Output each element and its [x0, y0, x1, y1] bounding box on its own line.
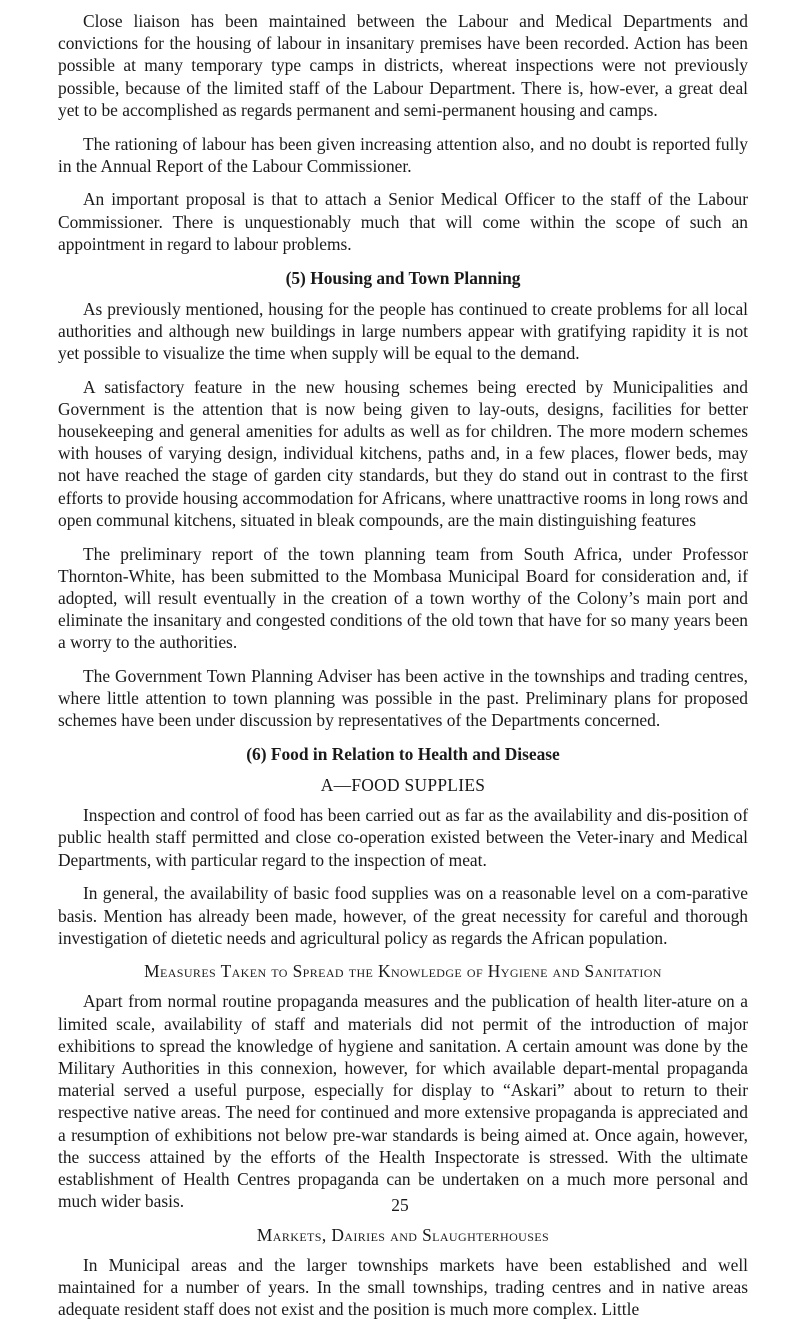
section-5-paragraph-4: The Government Town Planning Adviser has been active in the townships and trading centres, where little attention to town planning was possible in the past. Preliminary plans for proposed schemes have been under discussion by representatives of the Departments concerned.	[58, 666, 748, 731]
intro-paragraph-2: The rationing of labour has been given increasing attention also, and no doubt is reported fully in the Annual Report of the Labour Commissioner.	[58, 133, 748, 176]
section-6-paragraph-1: Inspection and control of food has been carried out as far as the availability and dis-position of public health staff permitted and close co-operation existed between the Veter-inary and Medical Departments, with particular regard to the inspection of meat.	[58, 805, 748, 870]
page-number: 25	[391, 1195, 409, 1215]
section-5-paragraph-2: A satisfactory feature in the new housing schemes being erected by Municipalities and Government is the attention that is now being given to lay-outs, designs, facilities for better housekeeping and general amenities for adults as well as for children. The more modern schemes with houses of varying design, individual kitchens, paths and, in a few places, flower beds, may not have reached the stage of garden city standards, but they do stand out in contrast to the first efforts to provide housing accommodation for Africans, where unattractive rooms in long rows and open communal kitchens, situated in bleak compounds, are the main distinguishing features	[58, 376, 748, 530]
document-page	[58, 10, 748, 1332]
markets-heading: Markets, Dairies and Slaughterhouses	[256, 1224, 550, 1245]
intro-paragraph-1: Close liaison has been maintained between the Labour and Medical Departments and convictions for the housing of labour in insanitary premises have been recorded. Action has been possible at many temporary type camps in districts, whereat inspections were not previously possible, because of the limited staff of the Labour Department. There is, how-ever, a great deal yet to be accomplished as regards permanent and semi-permanent housing and camps.	[58, 11, 748, 120]
food-supplies-subheading: A—FOOD SUPPLIES	[320, 775, 486, 796]
section-6-paragraph-2: In general, the availability of basic food supplies was on a reasonable level on a com-parative basis. Mention has already been made, however, of the great necessity for careful and thorough investigation of dietetic needs and agricultural policy as regards the African population.	[58, 883, 748, 948]
section-5-paragraph-1: As previously mentioned, housing for the people has continued to create problems for all local authorities and although new buildings in large numbers appear with gratifying rapidity it is not yet possible to visualize the time when supply will be equal to the demand.	[58, 298, 748, 363]
section-6-heading: (6) Food in Relation to Health and Disease	[246, 744, 560, 765]
markets-paragraph: In Municipal areas and the larger townships markets have been established and well maintained for a number of years. In the small townships, trading centres and in native areas adequate resident staff does not exist and the position is much more complex. Little	[58, 1254, 748, 1320]
intro-paragraph-3: An important proposal is that to attach a Senior Medical Officer to the staff of the Labour Commissioner. There is unquestionably much that will come within the scope of such an appointment in regard to labour problems.	[58, 189, 748, 254]
measures-paragraph: Apart from normal routine propaganda measures and the publication of health liter-ature on a limited scale, availability of staff and materials did not permit of the introduction of major exhibitions to spread the knowledge of hygiene and sanitation. A certain amount was done by the Military Authorities in this connexion, however, for which available depart-mental propaganda material served a useful purpose, especially for display to “Askari” about to return to their respective native areas. The need for continued and more extensive propaganda is appreciated and a resumption of exhibitions not below pre-war standards is being aimed at. Once again, however, the success attained by the efforts of the Health Inspectorate is stressed. With the ultimate establishment of Health Centres propaganda can be undertaken on a much more personal and much wider basis.	[58, 991, 748, 1212]
section-5-paragraph-3: The preliminary report of the town planning team from South Africa, under Professor Thornton-White, has been submitted to the Mombasa Municipal Board for consideration and, if adopted, will result eventually in the creation of a town worthy of the Colony’s main port and eliminate the insanitary and congested conditions of the old town that have for so many years been a worry to the authorities.	[58, 543, 748, 653]
section-5-heading: (5) Housing and Town Planning	[285, 267, 521, 288]
measures-heading: Measures Taken to Spread the Knowledge of Hygiene and Sanitation	[144, 961, 662, 982]
